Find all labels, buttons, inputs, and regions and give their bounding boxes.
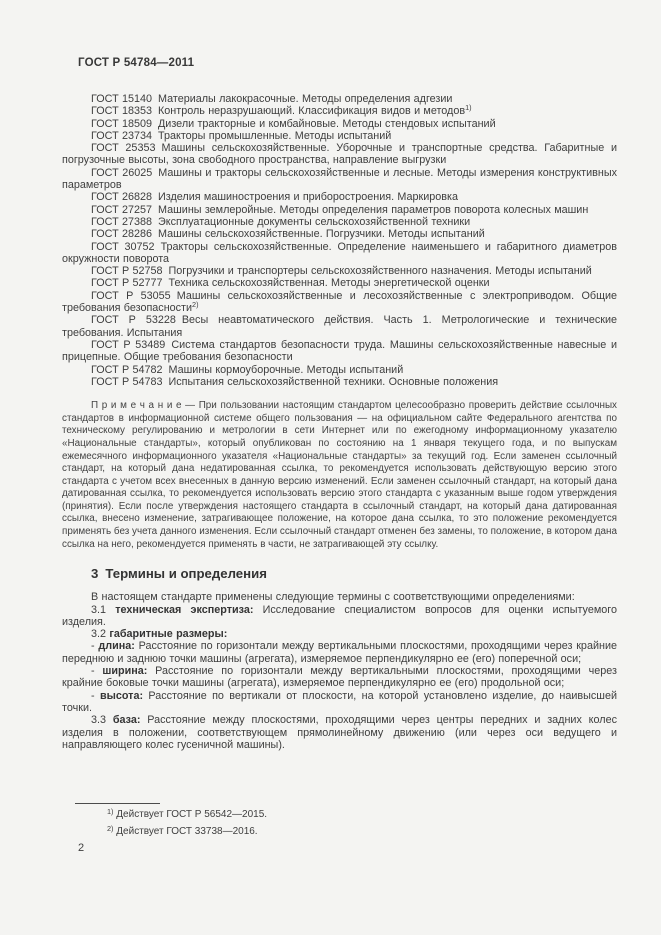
gost-number: ГОСТ 27388 [91,215,152,228]
gost-number: ГОСТ 26025 [91,166,153,179]
reference-item [62,204,617,216]
reference-item [62,142,617,167]
reference-item [62,228,617,240]
note-label: П р и м е ч а н и е [91,400,182,412]
term-number: - [91,689,95,702]
term-name: габаритные размеры: [109,628,228,641]
term-item [62,640,617,665]
footnote-item [62,808,617,821]
gost-title: Машины землеройные. Методы определения параметров поворота колесных машин [158,203,589,216]
gost-title: Машины и тракторы сельскохозяйственные и лесные. Методы измерения конструктивных параметров [62,166,618,192]
term-name: высота: [99,689,144,702]
gost-title: Тракторы промышленные. Методы испытаний [158,129,392,142]
gost-number: ГОСТ Р 52758 [91,265,163,278]
reference-item [62,191,617,203]
term-name: база: [112,714,141,727]
reference-item [62,364,617,376]
gost-number: ГОСТ Р 53055 [91,289,171,302]
reference-item [62,277,617,289]
term-number: 3.3 [91,714,107,727]
reference-item [62,314,617,339]
gost-number: ГОСТ Р 54783 [91,375,163,388]
gost-number: ГОСТ 30752 [91,240,155,253]
gost-title: Контроль неразрушающий. Классификация видов и методов [158,105,466,118]
reference-item [62,339,617,364]
note-block [62,400,617,551]
gost-title: Материалы лакокрасочные. Методы определения адгезии [158,93,453,105]
reference-item [62,118,617,130]
footnote-ref: 1) [465,103,472,113]
term-definition: Расстояние по вертикали от плоскости, на которой установлено изделие, до наивысшей точки. [62,689,617,714]
terms-intro: В настоящем стандарте применены следующие термины с соответствующими определениями: [91,591,575,604]
term-name: длина: [98,640,135,653]
gost-number: ГОСТ Р 53228 [91,314,176,327]
gost-title: Техника сельскохозяйственная. Методы энергетической оценки [168,277,490,290]
gost-number: ГОСТ Р 53489 [91,338,166,351]
footnote-rule [75,803,160,804]
term-definition: Исследование специалистом вопросов для оценки испытуемого изделия. [62,603,617,628]
term-name: техническая экспертиза: [115,603,254,616]
reference-item [62,93,617,105]
gost-number: ГОСТ 18509 [91,117,152,130]
section-heading [91,566,617,581]
reference-item [62,167,617,192]
gost-number: ГОСТ 28286 [91,228,152,241]
reference-item [62,216,617,228]
footnote-text: Действует ГОСТ Р 56542—2015. [116,809,268,820]
footnote-text: Действует ГОСТ 33738—2016. [116,826,258,837]
gost-title: Дизели тракторные и комбайновые. Методы стендовых испытаний [158,117,496,130]
gost-number: ГОСТ 23734 [91,129,152,142]
page-number: 2 [78,842,85,854]
running-header: ГОСТ Р 54784—2011 [78,57,195,69]
reference-item [62,241,617,266]
footnote-item [62,825,617,838]
gost-title: Эксплуатационные документы сельскохозяйственной техники [158,215,471,228]
term-definition: Расстояние между плоскостями, проходящими через центры передних и задних колес изделия в положении, соответствующем прямолинейному движению (или через оси ведущего и направляющего колес гусеничной машины). [62,714,617,751]
term-name: ширина: [102,665,148,678]
gost-number: ГОСТ 15140 [91,93,152,105]
term-item [62,714,617,751]
gost-title: Система стандартов безопасности труда. Машины сельскохозяйственные навесные и прицепные. Общие требования безопасности [62,338,617,364]
gost-title: Тракторы сельскохозяйственные. Определение наименьшего и габаритного диаметров окружности поворота [62,240,617,265]
term-definition: Расстояние по горизонтали между вертикальными плоскостями, проходящими через крайние переднюю и заднюю точки машины (агрегата), измеряемое перпендикулярно ее (его) поперечной оси; [62,640,617,665]
gost-title: Машины сельскохозяйственные. Погрузчики. Методы испытаний [158,228,485,241]
reference-item [62,130,617,142]
gost-title: Машины кормоуборочные. Методы испытаний [168,363,404,376]
footnote-ref: 2) [192,300,199,310]
page-content [62,93,617,751]
references-list [62,93,617,388]
reference-item [62,265,617,277]
term-item [62,665,617,690]
gost-title: Весы неавтоматического действия. Часть 1. Метрологические и технические требования. Испытания [62,314,617,339]
term-number: - [91,665,95,678]
note-text: — При пользовании настоящим стандартом целесообразно проверить действие ссылочных стандартов в информационной системе общего пользования — на официальном сайте Федерального агентства по техническому регулированию и метрологии в сети Интернет или по ежегодному информационному указателю «Национальные стандарты», который опубликован по состоянию на 1 января текущего года, и по выпускам ежемесячного информационного указателя «Национальные стандарты» за текущий год. Если заменен ссылочный стандарт, на который дана недатированная ссылка, то рекомендуется использовать действующую версию этого стандарта с учетом всех внесенных в данную версию изменений. Если заменен ссылочный стандарт, на который дана датированная ссылка, то рекомендуется использовать версию этого стандарта с указанным выше годом утверждения (принятия). Если после утверждения настоящего стандарта в ссылочный стандарт, на который дана датированная ссылка, внесено изменение, затрагивающее положение, на которое дана ссылка, то это положение рекомендуется применять без учета данного изменения. Если ссылочный стандарт отменен без замены, то положение, в котором дана ссылка на него, рекомендуется применять в части, не затрагивающей эту ссылку. [62,400,617,550]
note-paragraph [62,400,617,551]
reference-item [62,105,617,117]
term-item [62,604,617,629]
term-definition: Расстояние по горизонтали между вертикальными плоскостями, проходящими через крайние боковые точки машины (агрегата), измеряемое перпендикулярно ее (его) продольной оси; [62,665,617,690]
term-number: - [91,640,95,653]
term-number: 3.2 [91,628,107,641]
gost-number: ГОСТ 26828 [91,191,152,204]
footnote-marker: 1) [107,807,114,816]
gost-title: Погрузчики и транспортеры сельскохозяйственного назначения. Методы испытаний [168,265,592,278]
reference-item [62,376,617,388]
section-number: 3 [91,566,99,582]
term-item [62,628,617,640]
section-title: Термины и определения [105,566,267,582]
gost-title: Машины сельскохозяйственные. Уборочные и транспортные средства. Габаритные и погрузочные высоты, зона свободного пространства, направление выгрузки [62,142,617,167]
gost-number: ГОСТ 18353 [91,105,152,118]
gost-title: Изделия машиностроения и приборостроения. Маркировка [158,191,458,204]
gost-number: ГОСТ Р 52777 [91,277,163,290]
reference-item [62,290,617,315]
gost-number: ГОСТ Р 54782 [91,363,163,376]
gost-number: ГОСТ 27257 [91,203,152,216]
gost-title: Испытания сельскохозяйственной техники. Основные положения [168,375,499,388]
gost-number: ГОСТ 25353 [91,142,156,155]
term-number: 3.1 [91,603,107,616]
term-item [62,690,617,715]
footnote-marker: 2) [107,824,114,833]
footnotes-block [62,803,617,838]
gost-title: Машины сельскохозяйственные и лесохозяйственные с электроприводом. Общие требования безопасности [62,289,618,315]
